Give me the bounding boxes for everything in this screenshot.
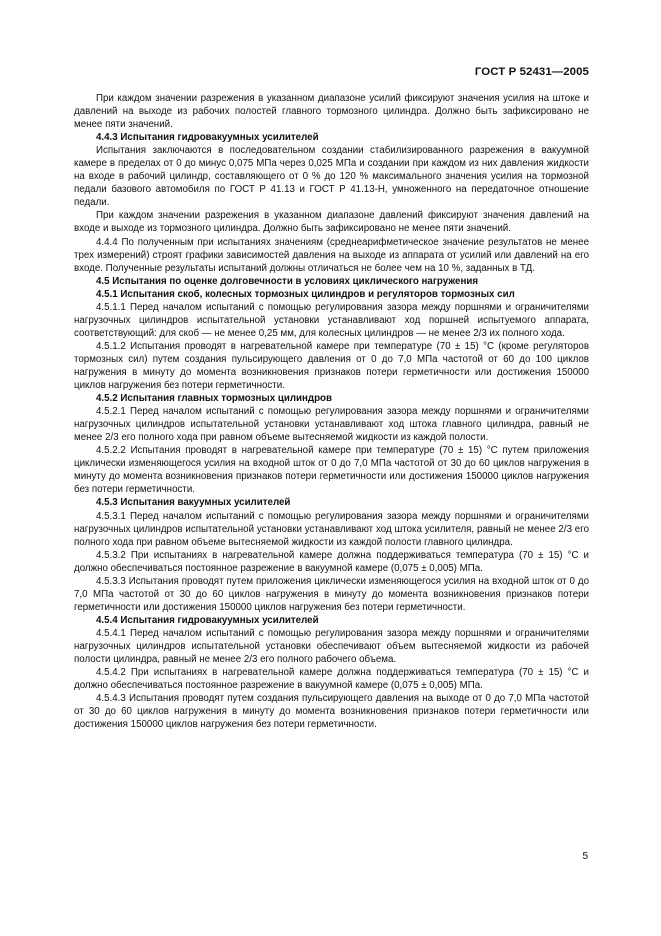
paragraph: 4.5.2.2 Испытания проводят в нагревательной камере при температуре (70 ± 15) °С путем приложения циклически изменяющегося усилия на входной шток от 0 до 7,0 МПа частотой от 30 до 60 циклов нагружения в минуту до момента возникновения признаков потери герметичности или достижения 150000 циклов нагружения без потери герметичности. <box>74 445 589 496</box>
document-body <box>74 92 589 731</box>
paragraph: 4.5.4.3 Испытания проводят путем создания пульсирующего давления на выходе от 0 до 7,0 МПа частотой от 30 до 60 циклов нагружения в минуту до момента возникновения признаков потери герметичности или достижения 150000 циклов нагружения без потери герметичности. <box>74 693 589 731</box>
section-heading: 4.5.4 Испытания гидровакуумных усилителей <box>96 614 319 626</box>
document-header: ГОСТ Р 52431—2005 <box>474 66 589 78</box>
paragraph: При каждом значении разрежения в указанном диапазоне давлений фиксируют значения давлений на входе и выходе из тормозного цилиндра. Должно быть зафиксировано не менее пяти значений. <box>74 210 589 235</box>
section-heading: 4.5.3 Испытания вакуумных усилителей <box>96 497 291 509</box>
paragraph: 4.5.2.1 Перед началом испытаний с помощью регулирования зазора между поршнями и ограничителями нагрузочных цилиндров испытательной установки устанавливают ход штока главного цилиндра, равный не менее 2/3 его полного хода при равном объеме вытесняемой жидкости из каждой полости. <box>74 406 589 444</box>
page-number: 5 <box>582 851 588 862</box>
paragraph: При каждом значении разрежения в указанном диапазоне усилий фиксируют значения усилия на штоке и давлений на выходе из рабочих полостей главного тормозного цилиндра. Должно быть зафиксировано не менее пяти значений. <box>74 93 589 131</box>
paragraph: 4.5.1.1 Перед началом испытаний с помощью регулирования зазора между поршнями и ограничителями нагрузочных цилиндров испытательной установки устанавливают ход поршней испытуемого аппарата, соответствующий: для скоб — не менее 0,25 мм, для колесных цилиндров — не менее 2/3 их полного хода. <box>74 301 589 339</box>
section-heading: 4.5.1 Испытания скоб, колесных тормозных цилиндров и регуляторов тормозных сил <box>96 288 515 300</box>
section-heading: 4.4.3 Испытания гидровакуумных усилителей <box>96 132 319 144</box>
paragraph: 4.5.1.2 Испытания проводят в нагревательной камере при температуре (70 ± 15) °С (кроме регуляторов тормозных сил) путем создания пульсирующего давления от 0 до 7,0 МПа частотой от 60 до 100 циклов нагружения в минуту до момента возникновения признаков потери герметичности или достижения 150000 циклов нагружения без потери герметичности. <box>74 340 589 392</box>
paragraph: 4.5.3.1 Перед началом испытаний с помощью регулирования зазора между поршнями и ограничителями нагрузочных цилиндров испытательной установки устанавливают ход штока усилителя, равный не менее 2/3 его полного хода при равном объеме вытесняемой жидкости из каждой полости главного цилиндра. <box>74 510 589 548</box>
paragraph: 4.4.4 По полученным при испытаниях значениям (среднеарифметическое значение результатов не менее трех измерений) строят графики зависимостей давления на выходе из аппарата от усилий или давлений на его входе. Полученные результаты испытаний должны отличаться не более чем на 10 %, заданных в ТД. <box>74 236 589 274</box>
paragraph: 4.5.3.3 Испытания проводят путем приложения циклически изменяющегося усилия на входной шток от 0 до 7,0 МПа частотой от 30 до 60 циклов нагружения в минуту до момента возникновения признаков потери герметичности или достижения 150000 циклов нагружения без потери герметичности. <box>74 575 589 613</box>
section-heading: 4.5 Испытания по оценке долговечности в условиях циклического нагружения <box>96 275 479 287</box>
paragraph: 4.5.4.2 При испытаниях в нагревательной камере должна поддерживаться температура (70 ± 15) °С и должно обеспечиваться постоянное разрежение в вакуумной камере (0,075 ± 0,005) МПа. <box>74 667 589 692</box>
paragraph: Испытания заключаются в последовательном создании стабилизированного разрежения в вакуумной камере в пределах от 0 до минус 0,075 МПа через 0,025 МПа и создании при каждом из них давления жидкости на входе в рабочий цилиндр, составляющего от 0 % до 120 % максимального значения усилия на тормозной педали базового автомобиля по ГОСТ Р 41.13 и ГОСТ Р 41.13-Н, умноженного на передаточное отношение педали. <box>74 145 589 209</box>
paragraph: 4.5.3.2 При испытаниях в нагревательной камере должна поддерживаться температура (70 ± 15) °С и должно обеспечиваться постоянное разрежение в вакуумной камере (0,075 ± 0,005) МПа. <box>74 549 589 574</box>
section-heading: 4.5.2 Испытания главных тормозных цилиндров <box>96 393 332 405</box>
paragraph: 4.5.4.1 Перед началом испытаний с помощью регулирования зазора между поршнями и ограничителями нагрузочных цилиндров испытательной установки обеспечивают объем вытесняемой жидкости из рабочей полости цилиндра, равный не менее 2/3 его полного рабочего объема. <box>74 627 589 666</box>
